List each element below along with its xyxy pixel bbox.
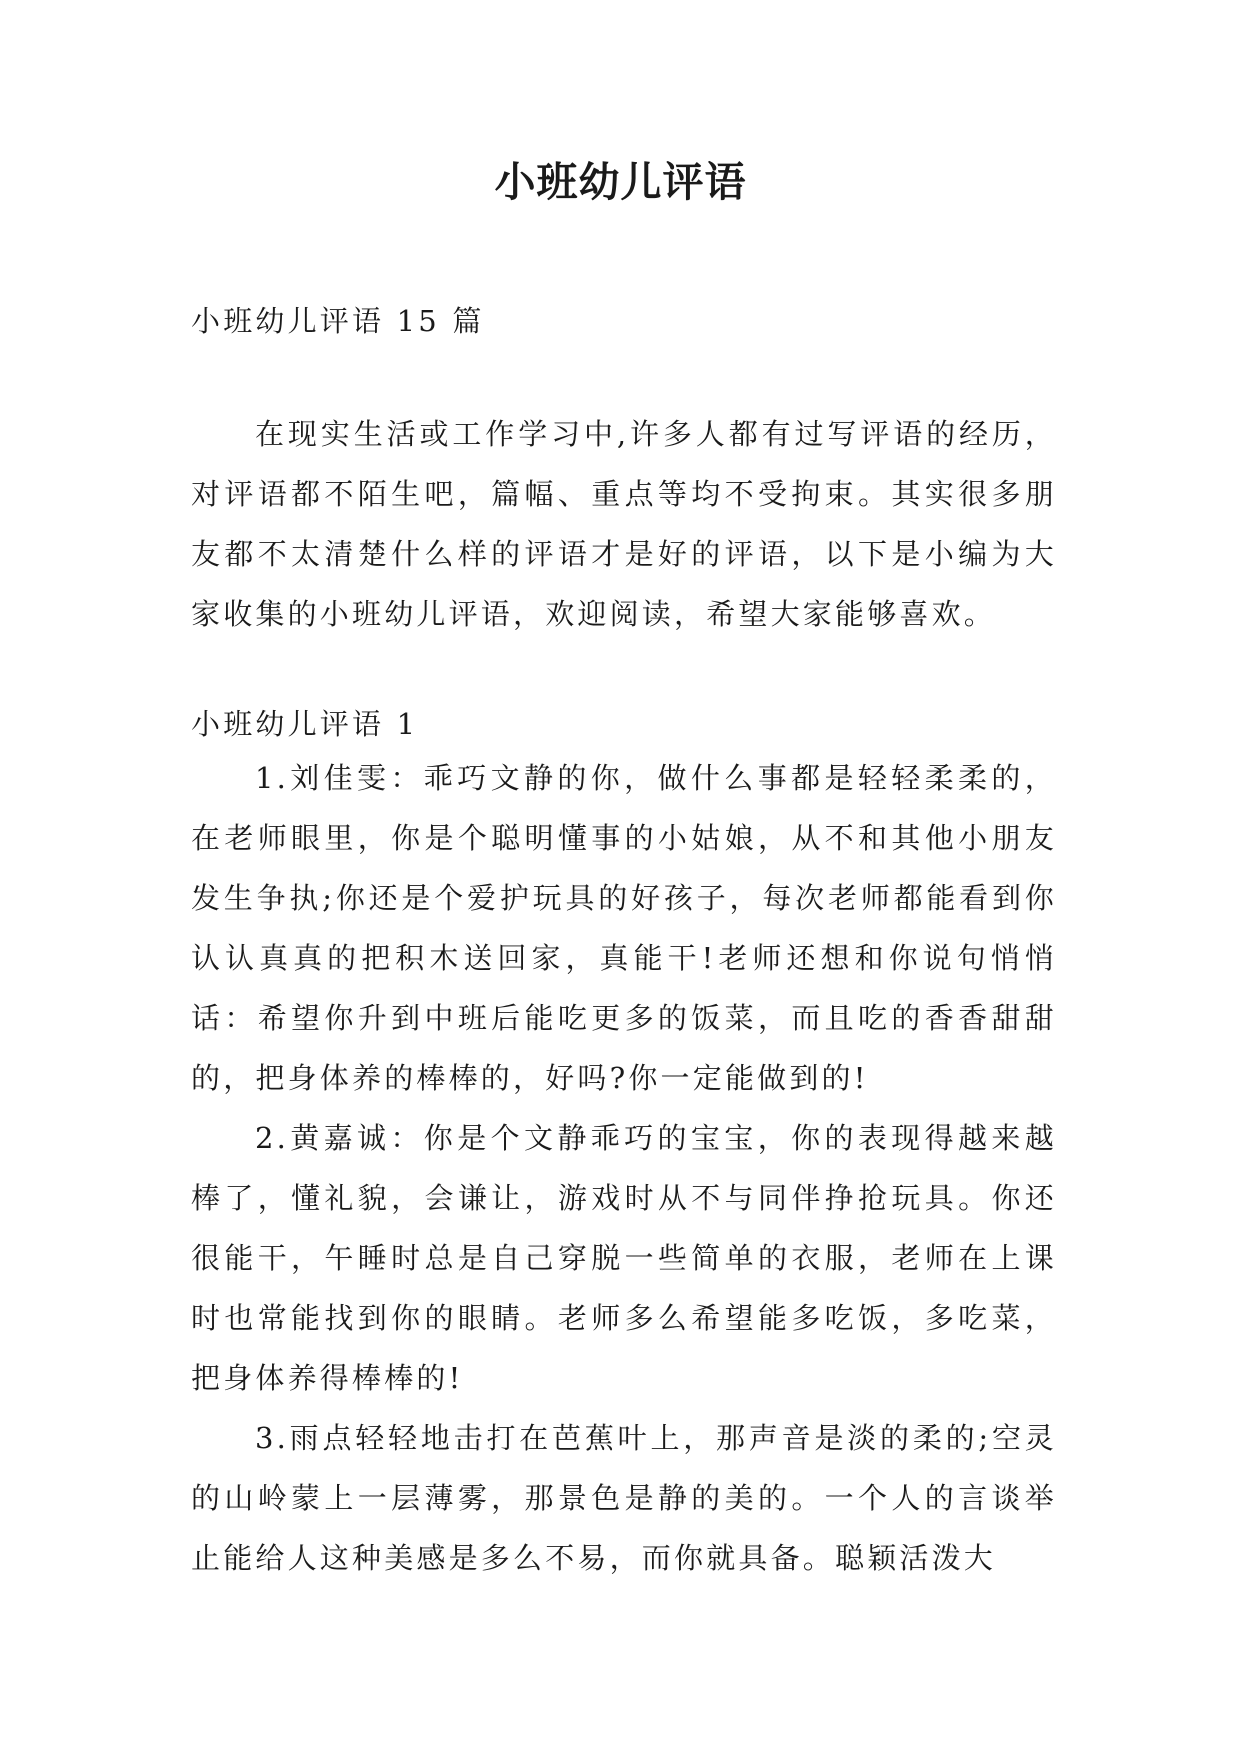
entry-paragraph: 2.黄嘉诚：你是个文静乖巧的宝宝，你的表现得越来越棒了，懂礼貌，会谦让，游戏时从不与同伴挣抢玩具。你还很能干，午睡时总是自己穿脱一些简单的衣服，老师在上课时也常能找到你的眼睛。老师多么希望能多吃饭，多吃菜，把身体养得棒棒的! bbox=[191, 1121, 1057, 1395]
entry-list bbox=[191, 748, 1057, 1588]
entry-paragraph: 3.雨点轻轻地击打在芭蕉叶上，那声音是淡的柔的;空灵的山岭蒙上一层薄雾，那景色是静的美的。一个人的言谈举止能给人这种美感是多么不易，而你就具备。聪颖活泼大 bbox=[191, 1421, 1057, 1575]
intro-paragraph: 在现实生活或工作学习中,许多人都有过写评语的经历，对评语都不陌生吧，篇幅、重点等均不受拘束。其实很多朋友都不太清楚什么样的评语才是好的评语，以下是小编为大家收集的小班幼儿评语，欢迎阅读，希望大家能够喜欢。 bbox=[191, 417, 1057, 631]
document-title: 小班幼儿评语 bbox=[494, 158, 747, 206]
entry-paragraph: 1.刘佳雯：乖巧文静的你，做什么事都是轻轻柔柔的，在老师眼里，你是个聪明懂事的小姑娘，从不和其他小朋友发生争执;你还是个爱护玩具的好孩子，每次老师都能看到你认认真真的把积木送回家，真能干!老师还想和你说句悄悄话：希望你升到中班后能吃更多的饭菜，而且吃的香香甜甜的，把身体养的棒棒的，好吗?你一定能做到的! bbox=[191, 761, 1057, 1095]
section-heading: 小班幼儿评语 1 bbox=[191, 707, 419, 741]
document-subtitle: 小班幼儿评语 15 篇 bbox=[191, 304, 485, 338]
